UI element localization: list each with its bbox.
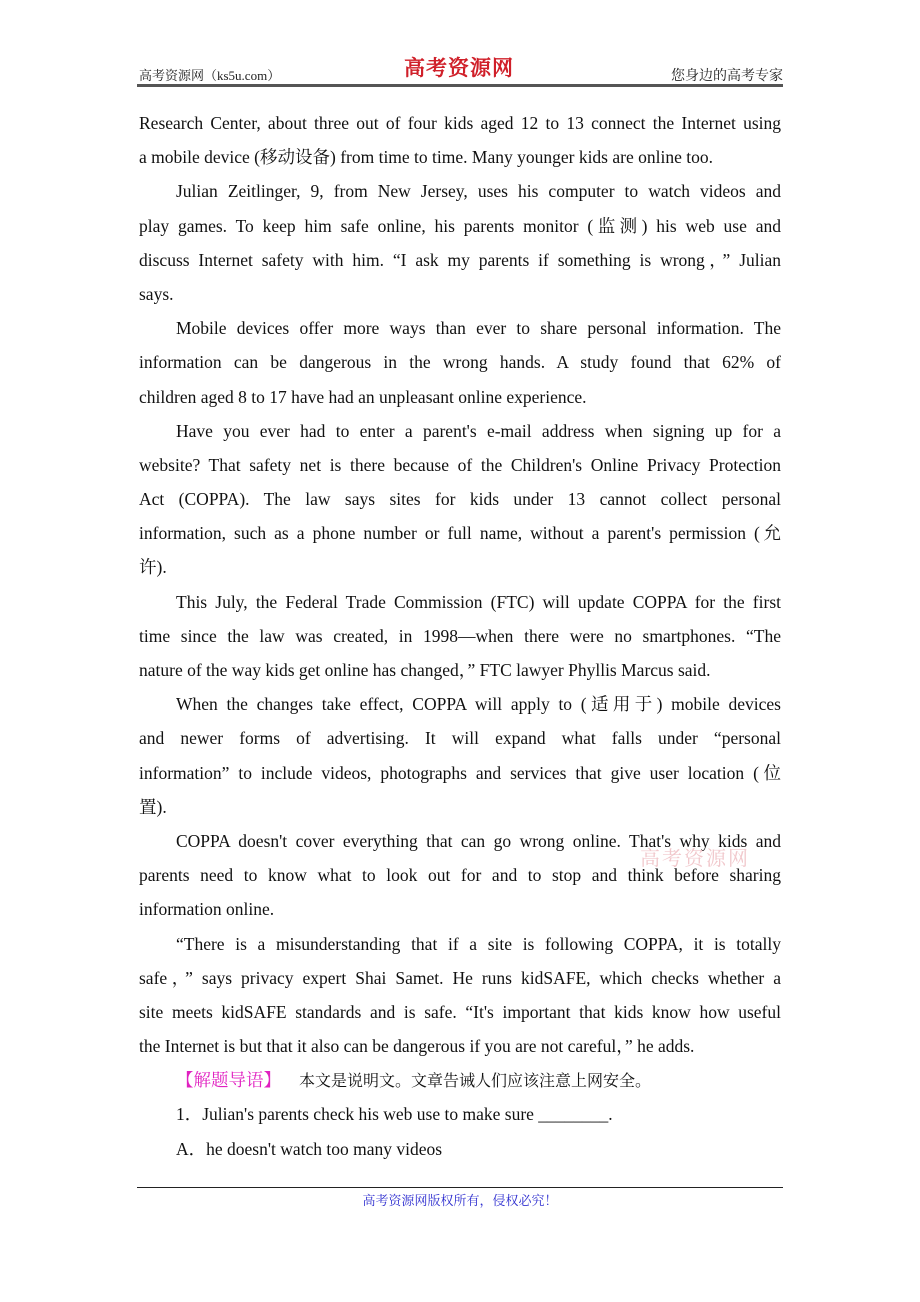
text-line: “There is a misunderstanding that if a site is following COPPA, it is totally bbox=[176, 933, 781, 954]
text-line: safe，” says privacy expert Shai Samet. He runs kidSAFE, which checks whether a bbox=[139, 967, 781, 988]
header-slogan: 您身边的高考专家 bbox=[671, 69, 783, 84]
text-line: website? That safety net is there because of the Children's Online Privacy Protection bbox=[139, 454, 781, 475]
text-line: Research Center, about three out of four kids aged 12 to 13 connect the Internet using bbox=[139, 113, 781, 133]
text-line: parents need to know what to look out for and to stop and think before sharing bbox=[139, 865, 781, 886]
text-line: When the changes take effect, COPPA will apply to (适用于) mobile devices bbox=[176, 694, 781, 715]
text-line: information online. bbox=[139, 899, 275, 920]
text-line: information, such as a phone number or full name, without a parent's permission (允 bbox=[139, 523, 781, 544]
footer-copyright: 高考资源网版权所有，侵权必究！ bbox=[362, 1193, 558, 1208]
paragraph bbox=[139, 585, 781, 688]
text-line: This July, the Federal Trade Commission (FTC) will update COPPA for the first bbox=[176, 591, 781, 612]
guide-text: 本文是说明文。文章告诫人们应该注意上网安全。 bbox=[299, 1071, 652, 1091]
text-line: a mobile device (移动设备) from time to time. Many younger kids are online too. bbox=[139, 147, 713, 168]
article-body bbox=[139, 106, 781, 1166]
question-stem: 1．Julian's parents check his web use to make sure ________. bbox=[176, 1104, 613, 1125]
text-line: the Internet is but that it also can be dangerous if you are not careful，” he adds. bbox=[139, 1036, 695, 1057]
text-line: time since the law was created, in 1998—when there were no smartphones. “The bbox=[139, 625, 781, 646]
paragraph bbox=[139, 687, 781, 824]
text-line: information can be dangerous in the wrong hands. A study found that 62% of bbox=[139, 352, 781, 373]
footer-divider bbox=[137, 1187, 783, 1188]
text-line: 许). bbox=[139, 557, 167, 578]
text-line: site meets kidSAFE standards and is safe. “It's important that kids know how useful bbox=[139, 1001, 781, 1022]
text-line: discuss Internet safety with him. “I ask my parents if something is wrong，” Julian bbox=[139, 249, 781, 270]
header-divider bbox=[137, 84, 783, 87]
guide-label: 【解题导语】 bbox=[176, 1070, 281, 1091]
header-logo: 高考资源网 bbox=[404, 56, 514, 80]
text-line: play games. To keep him safe online, his parents monitor (监测) his web use and bbox=[139, 215, 781, 236]
text-line: nature of the way kids get online has changed，” FTC lawyer Phyllis Marcus said. bbox=[139, 660, 711, 680]
text-line: and newer forms of advertising. It will expand what falls under “personal bbox=[139, 728, 781, 749]
paragraph bbox=[139, 311, 781, 414]
option-a: A．he doesn't watch too many videos bbox=[176, 1138, 443, 1159]
text-line: Julian Zeitlinger, 9, from New Jersey, uses his computer to watch videos and bbox=[176, 181, 781, 202]
text-line: children aged 8 to 17 have had an unpleasant online experience. bbox=[139, 386, 587, 407]
watermark: 高考资源网 bbox=[640, 848, 750, 870]
text-line: COPPA doesn't cover everything that can go wrong online. That's why kids and bbox=[176, 830, 781, 851]
paragraph bbox=[139, 106, 781, 174]
text-line: says. bbox=[139, 283, 174, 304]
text-line: Have you ever had to enter a parent's e-mail address when signing up for a bbox=[176, 420, 781, 441]
text-line: 置). bbox=[139, 796, 167, 817]
reading-guide bbox=[139, 1063, 781, 1097]
text-line: Mobile devices offer more ways than ever to share personal information. The bbox=[176, 318, 781, 339]
paragraph bbox=[139, 824, 781, 927]
header-site-name: 高考资源网（ks5u.com） bbox=[139, 68, 281, 83]
paragraph bbox=[139, 927, 781, 1064]
text-line: Act (COPPA). The law says sites for kids under 13 cannot collect personal bbox=[139, 489, 781, 510]
paragraph bbox=[139, 414, 781, 585]
text-line: information” to include videos, photographs and services that give user location (位 bbox=[139, 762, 781, 783]
paragraph bbox=[139, 174, 781, 311]
